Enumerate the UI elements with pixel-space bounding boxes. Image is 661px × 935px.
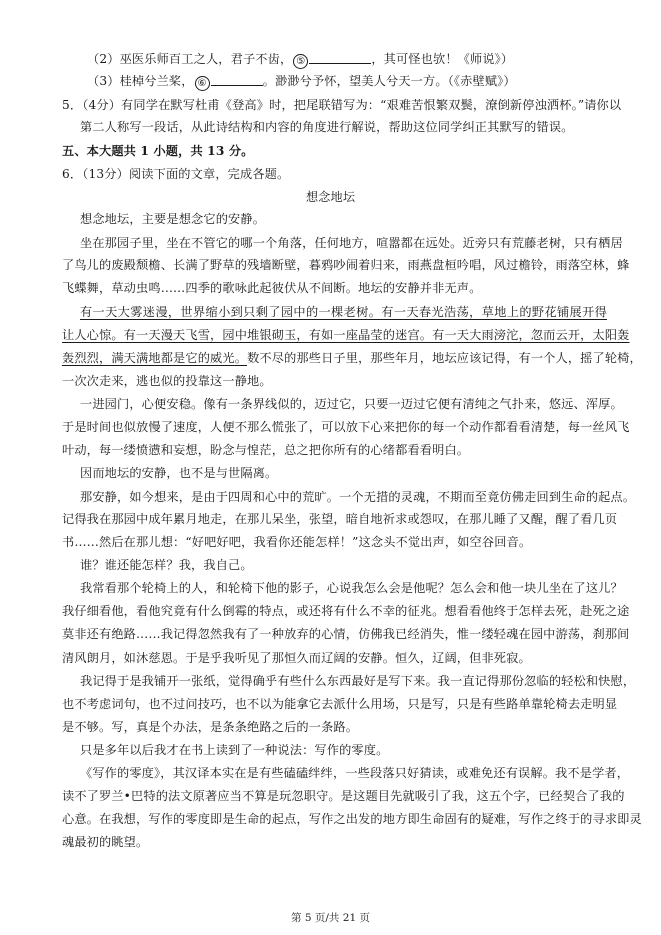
page-footer: 第 5 页/共 21 页 xyxy=(291,912,370,924)
blank-number-6: ⑥ xyxy=(195,76,210,91)
article-paragraph-5: 因而地坛的安静，也不是与世隔离。 xyxy=(80,466,278,480)
fill-blank-6[interactable] xyxy=(211,73,263,86)
underlined-sentence: 轰烈烈，满天满地都是它的威光。 xyxy=(62,351,248,365)
article-paragraph-9-line-3: 是不够。写，真是个办法，是条条绝路之后的一条路。 xyxy=(62,720,359,734)
article-paragraph-11-line-3: 心意。在我想，写作的零度即是生命的起点，写作之出发的地方即生命固有的疑难，写作之终于的寻求即灵 xyxy=(62,812,642,826)
article-paragraph-3-line-3 xyxy=(62,350,642,366)
article-paragraph-7: 谁？谁还能怎样？我，我自己。 xyxy=(80,558,253,572)
fill-blank-5[interactable] xyxy=(309,51,371,64)
question-2-line xyxy=(87,51,607,69)
article-paragraph-9-line-2: 也不考虑词句，也不过问技巧，也不以为能拿它去派什么用场，只是写，只是有些路单靠轮椅去走明显 xyxy=(62,697,618,711)
article-paragraph-8-line-3: 莫非还有绝路……我记得忽然我有了一种放弃的心情，仿佛我已经消失，惟一缕轻魂在园中游荡，刹那间 xyxy=(62,627,630,641)
article-paragraph-3-line-2: 让人心惊。有一天漫天飞雪，园中堆银砌玉，有如一座晶莹的迷宫。有一天大雨滂沱，忽而云开，太阳轰 xyxy=(62,328,630,342)
article-paragraph-11-line-1: 《写作的零度》，其汉译本实在是有些磕磕绊绊，一些段落只好猜读，或难免还有误解。我不是学者， xyxy=(80,766,630,780)
article-paragraph-6-line-3: 书……然后在那儿想：“好吧好吧，我看你还能怎样！”这念头不觉出声，如空谷回音。 xyxy=(62,535,532,549)
article-paragraph-2-line-3: 飞蝶舞，草动虫鸣……四季的歌咏此起彼伏从不间断。地坛的安静并非无声。 xyxy=(62,281,482,295)
question-5-line-2: 第二人称写一段话，从此诗结构和内容的角度进行解说，帮助这位同学纠正其默写的错误。 xyxy=(80,120,574,134)
question-6-heading: 6．（13分）阅读下面的文章，完成各题。 xyxy=(62,167,290,181)
article-paragraph-2-line-1: 坐在那园子里，坐在不管它的哪一个角落，任何地方，喧嚣都在远处。近旁只有荒藤老树，只有栖居 xyxy=(80,236,623,250)
article-paragraph-3-line-1: 有一天大雾迷漫，世界缩小到只剩了园中的一棵老树。有一天春光浩荡，草地上的野花铺展开得 xyxy=(80,305,607,319)
question-2-prefix: （2）巫医乐师百工之人，君子不齿， xyxy=(87,52,293,66)
article-paragraph-1: 想念地坛，主要是想念它的安静。 xyxy=(80,212,266,226)
question-3-line xyxy=(87,73,607,91)
question-5-line-1: 5．（4分）有同学在默写杜甫《登高》时，把尾联错写为：“艰难苦恨繁双鬓，潦倒新停浊洒杯。”请你以 xyxy=(62,98,622,112)
blank-number-5: ⑤ xyxy=(293,54,308,69)
paragraph-3-continuation: 数不尽的那些日子里，那些年月，地坛应该记得，有一个人，摇了轮椅， xyxy=(247,351,642,365)
question-3-prefix: （3）桂棹兮兰桨， xyxy=(87,74,194,88)
article-paragraph-3-line-4: 一次次走来，逃也似的投靠这一静地。 xyxy=(62,374,272,388)
article-paragraph-8-line-1: 我常看那个轮椅上的人，和轮椅下他的影子，心说我怎么会是他呢？怎么会和他一块儿坐在了这儿？ xyxy=(80,581,623,595)
section-5-heading: 五、本大题共 1 小题，共 13 分。 xyxy=(62,144,254,158)
article-paragraph-4-line-3: 叶动，每一缕愤懑和妄想，盼念与惶茫，总之把你所有的心绪都看看明白。 xyxy=(62,443,470,457)
article-paragraph-4-line-2: 于是时间也似放慢了速度，人便不那么慌张了，可以放下心来把你的每一个动作都看看清楚，每一丝风飞 xyxy=(62,420,630,434)
article-paragraph-11-line-2: 读不了罗兰•巴特的法文原著应当不算是玩忽职守。是这题目先就吸引了我，这五个字，已经契合了我的 xyxy=(62,789,625,803)
article-paragraph-6-line-2: 记得我在那园中成年累月地走，在那儿呆坐，张望，暗自地祈求或怨叹，在那儿睡了又醒，醒了看几页 xyxy=(62,512,618,526)
article-paragraph-4-line-1: 一进园门，心便安稳。像有一条界线似的，迈过它，只要一迈过它便有清纯之气扑来，悠远、浑厚。 xyxy=(80,397,623,411)
article-title: 想念地坛 xyxy=(305,190,356,204)
article-paragraph-2-line-2: 了鸟儿的废殿颓檐、长满了野草的残墙断壁，暮鸦吵闹着归来，雨燕盘桓吟唱，风过檐铃，雨落空林，蜂 xyxy=(62,258,630,272)
article-paragraph-11-line-4: 魂最初的眺望。 xyxy=(62,835,149,849)
article-paragraph-6-line-1: 那安静，如今想来，是由于四周和心中的荒旷。一个无措的灵魂，不期而至竟仿佛走回到生命的起点。 xyxy=(80,490,636,504)
article-paragraph-8-line-2: 我仔细看他，看他究竟有什么倒霉的特点，或还将有什么不幸的征兆。想看看他终于怎样去死，赴死之途 xyxy=(62,604,630,618)
question-3-suffix: 。渺渺兮予怀，望美人兮天一方。（《赤壁赋》） xyxy=(262,74,516,88)
question-2-suffix: ，其可怪也欤！《师说》） xyxy=(371,52,514,66)
article-paragraph-8-line-4: 清风朗月，如沐慈恩。于是乎我听见了那恒久而辽阔的安静。恒久，辽阔，但非死寂。 xyxy=(62,651,531,665)
article-paragraph-9-line-1: 我记得于是我铺开一张纸，觉得确乎有些什么东西最好是写下来。我一直记得那份忽临的轻松和快慰， xyxy=(80,674,636,688)
article-paragraph-10: 只是多年以后我才在书上读到了一种说法：写作的零度。 xyxy=(80,743,389,757)
